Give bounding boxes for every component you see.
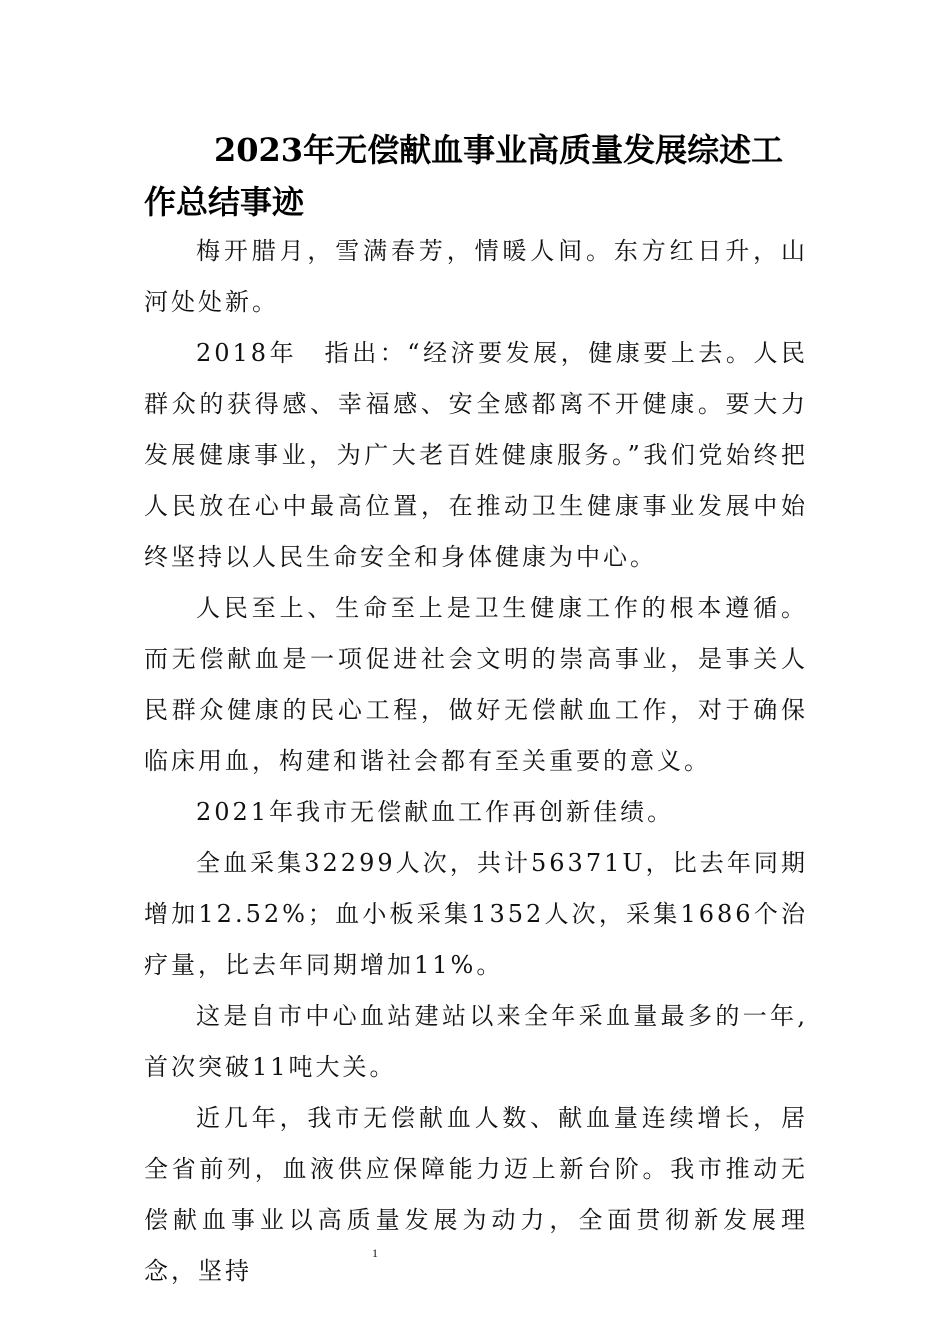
paragraph-5: 全血采集32299人次，共计56371U，比去年同期增加12.52%；血小板采集1352人次，采集1686个治疗量，比去年同期增加11%。 xyxy=(144,849,808,979)
paragraph-7: 近几年，我市无偿献血人数、献血量连续增长，居全省前列，血液供应保障能力迈上新台阶。我市推动无偿献血事业以高质量发展为动力，全面贯彻新发展理念，坚持 xyxy=(144,1104,808,1285)
page-number: 1 xyxy=(372,1246,378,1260)
paragraph-4: 2021年我市无偿献血工作再创新佳绩。 xyxy=(196,798,675,826)
document-title: 2023年无偿献血事业高质量发展综述工作总结事迹 xyxy=(144,131,784,221)
paragraph-6: 这是自市中心血站建站以来全年采血量最多的一年,首次突破11吨大关。 xyxy=(144,1002,808,1081)
paragraph-2: 2018年 指出：“经济要发展，健康要上去。人民群众的获得感、幸福感、安全感都离不开健康。要大力发展健康事业，为广大老百姓健康服务。”我们党始终把人民放在心中最高位置，在推动卫生健康事业发展中始终坚持以人民生命安全和身体健康为中心。 xyxy=(144,339,808,571)
paragraph-3: 人民至上、生命至上是卫生健康工作的根本遵循。而无偿献血是一项促进社会文明的崇高事业，是事关人民群众健康的民心工程，做好无偿献血工作，对于确保临床用血，构建和谐社会都有至关重要的意义。 xyxy=(144,594,808,775)
paragraph-1: 梅开腊月，雪满春芳，情暖人间。东方红日升，山河处处新。 xyxy=(144,237,808,316)
document-body xyxy=(144,226,808,1297)
